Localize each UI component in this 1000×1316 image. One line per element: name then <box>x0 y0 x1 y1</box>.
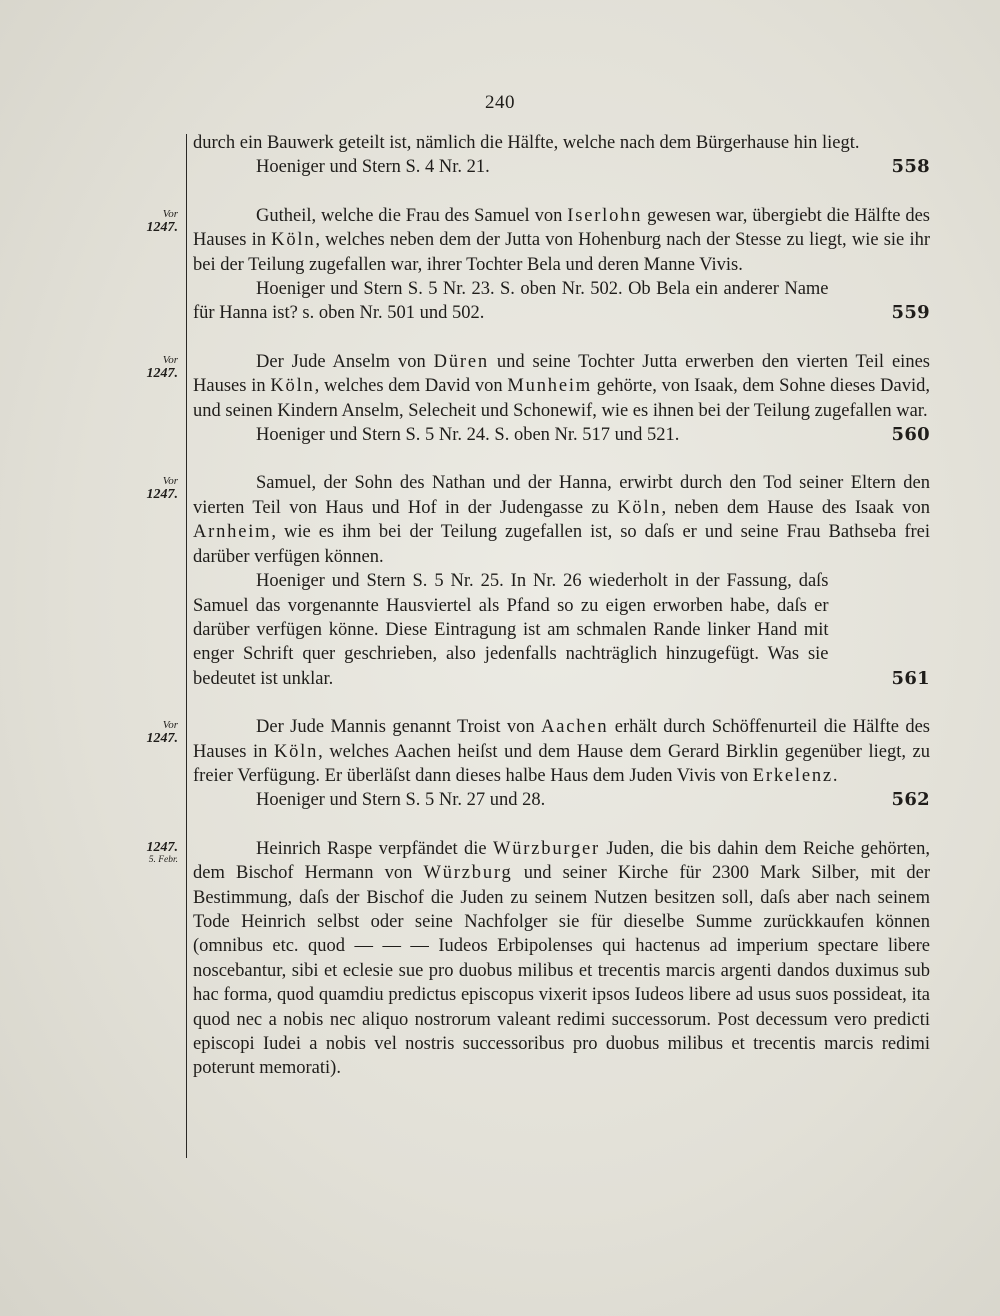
reference-text: Hoeniger und Stern S. 5 Nr. 24. S. oben Nr. 517 und 521. <box>256 425 680 446</box>
margin-date <box>100 719 178 745</box>
entry-text <box>193 715 930 788</box>
text-run: erhält durch Schöffenurteil die Hälfte des Hauses in <box>193 717 930 762</box>
text-run: , welches dem David von <box>314 376 508 397</box>
text-run: , neben dem Hause des Isaak von <box>661 497 931 518</box>
place-name: Köln <box>273 741 319 762</box>
place-name: Köln <box>617 497 662 518</box>
entry-reference <box>193 277 930 326</box>
entry-text <box>193 204 930 277</box>
margin-date <box>100 841 178 867</box>
text-run: gehörte, von Isaak, dem Sohne dieses David, und seinen Kindern Anselm, Selecheit und Schonewif, wie es ihnen bei der Teilung zugefallen war. <box>193 376 930 421</box>
entry-number: 559 <box>891 302 930 324</box>
margin-date <box>100 354 178 380</box>
document-body <box>146 131 931 1081</box>
margin-date <box>100 208 178 234</box>
place-name: Würzburg <box>423 863 513 884</box>
entry-559 <box>146 204 930 326</box>
text-run: , wie es ihm bei der Teilung zugefallen ist, so daſs er und seine Frau Bathseba frei darüber verfügen können. <box>193 522 930 567</box>
page-number: 240 <box>485 92 515 113</box>
date-year: 1247. <box>146 219 178 235</box>
reference-text: Hoeniger und Stern S. 5 Nr. 25. In Nr. 26 wiederholt in der Fassung, daſs Samuel das vorgenannte Hausviertel als Pfand so zu eigen erworben habe, daſs er darüber verfügen könne. Diese Eintragung ist am schmalen Rande linker Hand mit enger Schrift quer geschrieben, also jedenfalls nachträglich hinzugefügt. Was sie bedeutet ist unklar. <box>193 571 829 689</box>
date-prefix: Vor <box>162 719 178 732</box>
place-name: Erkelenz <box>752 765 833 786</box>
text-run: Juden, die bis dahin dem Reiche gehörten, dem Bischof Hermann von <box>193 838 931 884</box>
entry-reference <box>193 569 930 691</box>
entry-reference <box>193 423 930 447</box>
entry-558 <box>193 131 930 180</box>
entry-number: 561 <box>891 667 930 689</box>
text-run: gewesen war, übergiebt die Hälfte des Hauses in <box>193 205 930 251</box>
margin-rule <box>186 134 187 1158</box>
entry-text <box>193 837 930 1081</box>
date-prefix: Vor <box>162 207 178 220</box>
date-day: 5. Febr. <box>148 854 178 865</box>
text-run: Samuel, der Sohn des Nathan und der Hanna, erwirbt durch den Tod seiner Eltern den vierten Teil von Haus und Hof in der Judengasse zu <box>193 473 930 518</box>
place-name: Köln <box>271 230 316 251</box>
reference-text: Hoeniger und Stern S. 5 Nr. 23. S. oben Nr. 502. Ob Bela ein anderer Name für Hanna ist? s. oben Nr. 501 und 502. <box>193 279 829 324</box>
text-run: . <box>832 765 838 786</box>
text-run: Der Jude Mannis genannt Troist von <box>256 717 542 738</box>
entry-number: 560 <box>891 424 930 446</box>
date-year: 1247. <box>146 839 178 855</box>
margin-date <box>100 475 178 501</box>
entry-562 <box>146 715 931 813</box>
entry-number: 562 <box>891 789 930 811</box>
date-year: 1247. <box>146 487 178 503</box>
entry-text <box>193 350 930 423</box>
date-year: 1247. <box>146 731 178 747</box>
text-run: , welches neben dem der Jutta von Hohenburg nach der Stesse zu liegt, wie sie ihr bei der Teilung zugefallen war, ihrer Tochter Bela und deren Manne Vivis. <box>193 230 930 275</box>
entry-561 <box>146 471 931 691</box>
reference-text: Hoeniger und Stern S. 5 Nr. 27 und 28. <box>256 790 546 811</box>
entry-reference <box>193 788 930 812</box>
date-year: 1247. <box>146 365 178 381</box>
reference-text: Hoeniger und Stern S. 4 Nr. 21. <box>256 157 490 178</box>
text-run: , welches Aachen heiſst und dem Hause dem Gerard Birklin gegenüber liegt, zu freier Verfügung. Er überläſst dann dieses halbe Haus dem Juden Vivis von <box>193 741 931 786</box>
text-run: Der Jude Anselm von <box>256 351 434 372</box>
entry-reference <box>193 155 930 179</box>
text-run: und seiner Kirche für 2300 Mark Silber, mit der Bestimmung, daſs der Bischof die Juden zu seinem Nutzen besitzen soll, daſs aber nach seinem Tode Heinrich selbst oder seine Nachfolger sie für dieselbe Summe zurückkaufen können (omnibus etc. quod — — — Iudeos Erbipolenses qui hactenus ad imperium spectare libere noscebantur, sibi et eclesie sue pro duobus milibus et trecentis marcis argenti dandos duximus sub hac forma, quod quamdiu predictus episcopus vixerit ipsos Iudeos libere ad usus suos possideat, ita quod nec a nobis nec aliquo nostrorum valeant redimi successorum. Post decessum vero predicti episcopi Iudei a nobis vel nostris successoribus pro duobus milibus et trecentis marcis redimi poterunt memorati). <box>193 863 930 1079</box>
entry-560 <box>146 350 930 448</box>
place-name: Köln <box>270 376 315 397</box>
place-name: Munheim <box>507 376 592 397</box>
place-name: Iserlohn <box>567 205 643 226</box>
entry-text: durch ein Bauwerk geteilt ist, nämlich die Hälfte, welche nach dem Bürgerhause hin liegt. <box>193 133 860 153</box>
text-run: Heinrich Raspe verpfändet die <box>256 838 493 859</box>
date-prefix: Vor <box>162 475 178 488</box>
place-name: Aachen <box>541 717 609 738</box>
entry-text <box>193 471 930 569</box>
entry-number: 558 <box>891 156 930 178</box>
date-prefix: Vor <box>162 353 178 366</box>
place-name: Arnheim <box>193 522 272 543</box>
text-run: und seine Tochter Jutta erwerben den vierten Teil eines Hauses in <box>193 351 930 397</box>
text-run: Gutheil, welche die Frau des Samuel von <box>256 205 568 226</box>
entry-1247-febr <box>146 837 931 1081</box>
place-name: Würzburger <box>492 838 601 859</box>
place-name: Düren <box>433 351 489 372</box>
